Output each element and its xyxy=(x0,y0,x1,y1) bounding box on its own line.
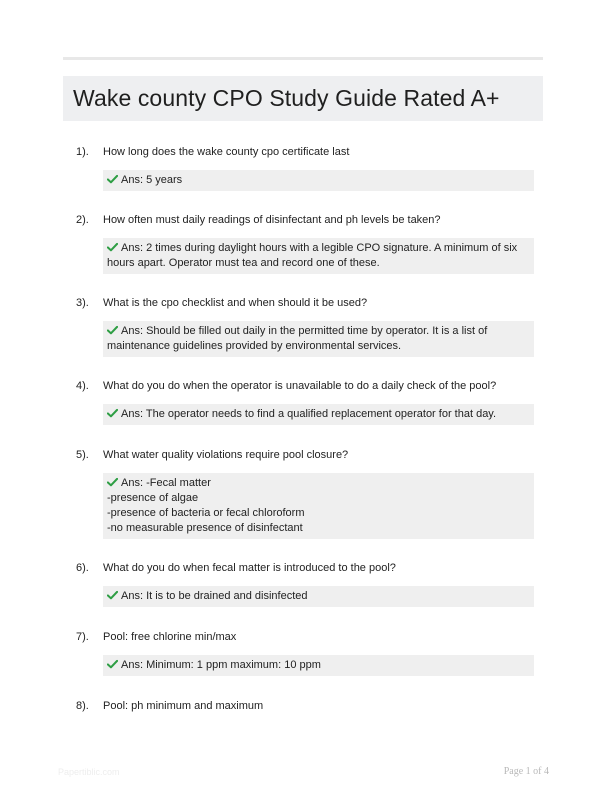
check-icon xyxy=(107,659,118,669)
answer-line: Ans: -Fecal matter xyxy=(107,476,530,491)
answer-line: Ans: 2 times during daylight hours with a legible CPO signature. A minimum of six xyxy=(107,241,530,256)
answer-line: Ans: Should be filled out daily in the permitted time by operator. It is a list of xyxy=(107,324,530,339)
check-icon xyxy=(107,242,118,252)
answer-line: Ans: It is to be drained and disinfected xyxy=(107,589,530,604)
question-text: How long does the wake county cpo certificate last xyxy=(103,146,350,158)
check-icon xyxy=(107,325,118,335)
question-number: 8). xyxy=(76,700,89,712)
top-divider xyxy=(63,57,543,60)
answer-line: hours apart. Operator must tea and record one of these. xyxy=(107,257,380,269)
check-icon xyxy=(107,477,118,487)
answer-box xyxy=(103,321,534,357)
answer-line: maintenance guidelines provided by environmental services. xyxy=(107,340,402,352)
answer-line: -presence of bacteria or fecal chloroform xyxy=(107,507,305,519)
answer-box xyxy=(103,586,534,607)
check-icon xyxy=(107,174,118,184)
answer-box xyxy=(103,238,534,274)
question-number: 1). xyxy=(76,146,89,158)
question-number: 6). xyxy=(76,562,89,574)
title-banner xyxy=(63,76,543,121)
question-text: How often must daily readings of disinfectant and ph levels be taken? xyxy=(103,214,441,226)
answer-box xyxy=(103,473,534,539)
question-text: Pool: free chlorine min/max xyxy=(103,631,237,643)
answer-box xyxy=(103,655,534,676)
answer-box xyxy=(103,170,534,191)
question-text: What do you do when the operator is unavailable to do a daily check of the pool? xyxy=(103,380,497,392)
question-text: What do you do when fecal matter is introduced to the pool? xyxy=(103,562,396,574)
question-number: 3). xyxy=(76,297,89,309)
document-title: Wake county CPO Study Guide Rated A+ xyxy=(73,85,500,111)
answer-line: -presence of algae xyxy=(107,492,199,504)
check-icon xyxy=(107,408,118,418)
answer-line: -no measurable presence of disinfectant xyxy=(107,522,303,534)
question-text: Pool: ph minimum and maximum xyxy=(103,700,264,712)
answer-line: Ans: Minimum: 1 ppm maximum: 10 ppm xyxy=(107,658,530,673)
footer-watermark: Papertiblic.com xyxy=(58,767,120,777)
answer-box xyxy=(103,404,534,425)
question-number: 7). xyxy=(76,631,89,643)
answer-line: Ans: The operator needs to find a qualified replacement operator for that day. xyxy=(107,407,530,422)
question-number: 4). xyxy=(76,380,89,392)
question-number: 2). xyxy=(76,214,89,226)
check-icon xyxy=(107,590,118,600)
question-number: 5). xyxy=(76,449,89,461)
question-text: What water quality violations require pool closure? xyxy=(103,449,349,461)
page-indicator: Page 1 of 4 xyxy=(503,766,549,777)
answer-line: Ans: 5 years xyxy=(107,173,530,188)
question-text: What is the cpo checklist and when should it be used? xyxy=(103,297,368,309)
